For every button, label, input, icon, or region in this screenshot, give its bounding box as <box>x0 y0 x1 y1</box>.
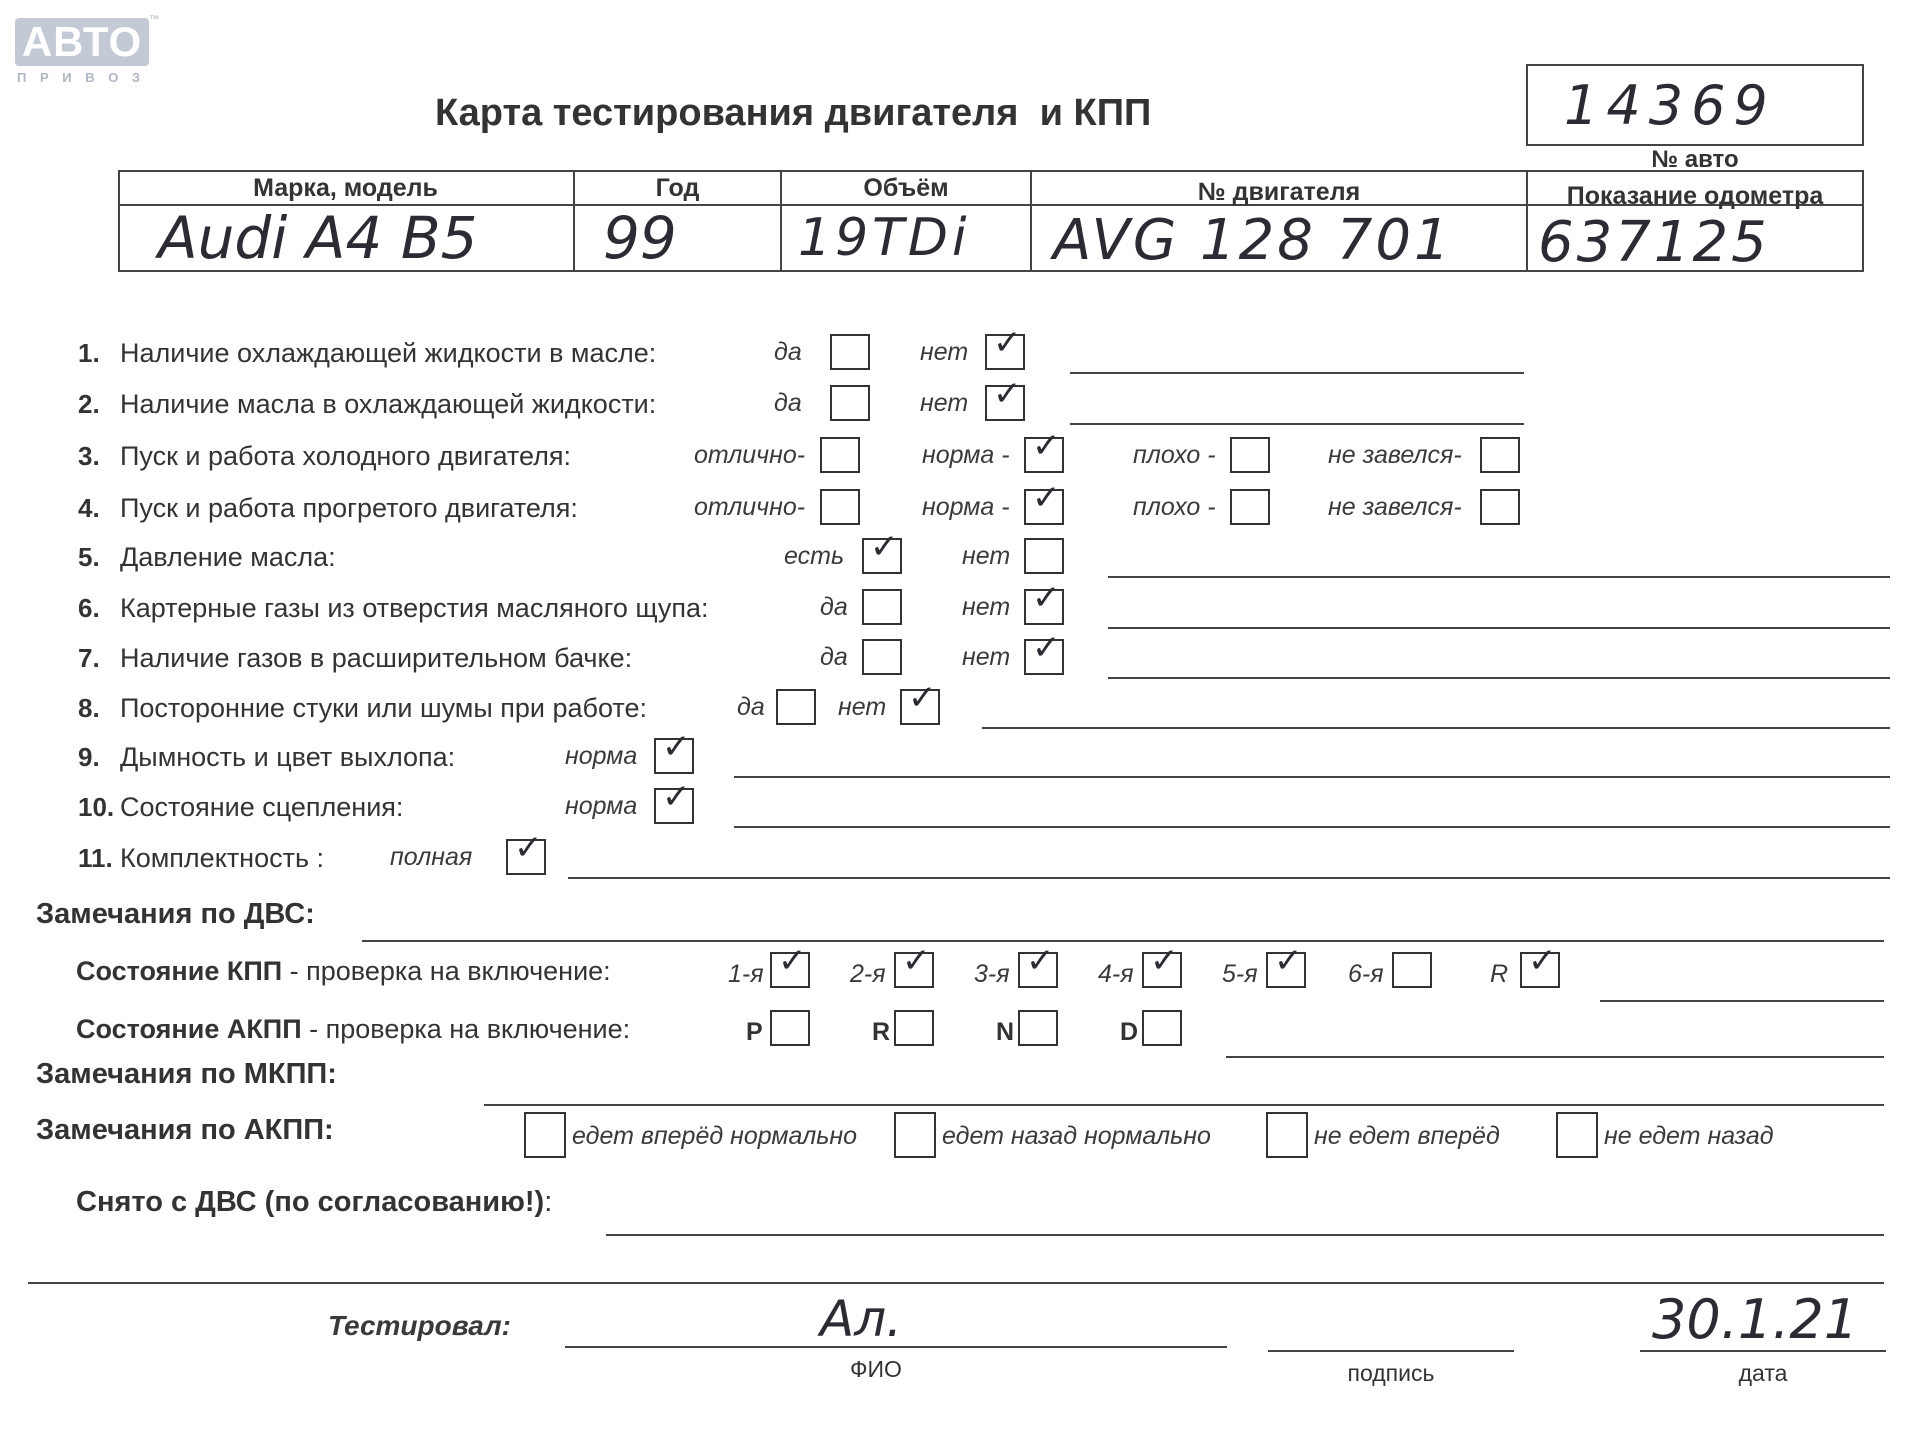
engine-value: AVG 128 701 <box>1053 208 1453 273</box>
option-checkbox[interactable] <box>1024 426 1064 473</box>
akpp-position-label: R <box>872 1018 891 1046</box>
question-number: 5. <box>78 542 100 572</box>
option-label: нет <box>962 643 1011 671</box>
option-checkbox[interactable] <box>830 385 870 421</box>
option-checkbox[interactable] <box>820 489 860 525</box>
auto-number-box <box>1526 64 1864 146</box>
option-label: норма <box>565 742 638 770</box>
check-mark-icon: ✓ <box>870 527 899 567</box>
page-title: Карта тестирования двигателя и КПП <box>435 92 1152 134</box>
header-table <box>118 170 1864 278</box>
question-text: Посторонние стуки или шумы при работе: <box>120 693 647 723</box>
option-checkbox[interactable] <box>1230 489 1270 525</box>
akpp-remark-checkbox[interactable] <box>1556 1112 1598 1158</box>
question-text: Пуск и работа холодного двигателя: <box>120 441 571 471</box>
option-label: да <box>820 643 848 671</box>
gear-label: 3-я <box>974 960 1010 988</box>
option-checkbox[interactable] <box>1024 578 1064 625</box>
akpp-position-checkbox[interactable] <box>1018 1010 1058 1046</box>
question-number: 10. <box>78 792 115 822</box>
brand-value: Audi A4 B5 <box>158 204 478 272</box>
removed-rest: : <box>544 1186 553 1218</box>
option-checkbox[interactable] <box>654 777 694 824</box>
gear-checkbox[interactable] <box>770 941 810 988</box>
auto-number-value: 14369 <box>1564 74 1776 137</box>
auto-number-label: № авто <box>1651 146 1739 173</box>
option-checkbox[interactable] <box>862 639 902 675</box>
remarks-engine-line <box>362 940 1884 942</box>
option-checkbox[interactable] <box>776 689 816 725</box>
question-number: 9. <box>78 742 100 772</box>
option-label: не завелся- <box>1328 441 1462 469</box>
remarks-mkpp-label: Замечания по МКПП: <box>36 1058 337 1090</box>
option-label: плохо - <box>1133 493 1216 521</box>
akpp-remark-label: едет вперёд нормально <box>572 1122 858 1150</box>
akpp-position-checkbox[interactable] <box>1142 1010 1182 1046</box>
gear-label: 1-я <box>728 960 764 988</box>
check-mark-icon: ✓ <box>1274 941 1303 981</box>
signature-line <box>1268 1350 1514 1352</box>
gear-label: 5-я <box>1222 960 1258 988</box>
akpp-label-bold: Состояние АКПП <box>76 1014 302 1044</box>
year-value: 99 <box>603 204 677 272</box>
kpp-label-bold: Состояние КПП <box>76 956 283 986</box>
question-text: Пуск и работа прогретого двигателя: <box>120 493 578 523</box>
akpp-remark-checkbox[interactable] <box>1266 1112 1308 1158</box>
check-mark-icon: ✓ <box>993 323 1022 363</box>
option-checkbox[interactable] <box>1024 538 1064 574</box>
option-label: нет <box>920 389 969 417</box>
option-label: норма - <box>922 441 1010 469</box>
option-checkbox[interactable] <box>506 828 546 875</box>
check-mark-icon: ✓ <box>1032 426 1061 466</box>
remark-line <box>568 877 1890 879</box>
fio-label: ФИО <box>850 1356 902 1382</box>
date-line <box>1640 1350 1886 1352</box>
option-label: нет <box>962 593 1011 621</box>
question-number: 6. <box>78 593 100 623</box>
option-checkbox[interactable] <box>862 589 902 625</box>
option-label: нет <box>920 338 969 366</box>
option-checkbox[interactable] <box>654 727 694 774</box>
option-label: полная <box>390 843 473 871</box>
removed-bold: Снято с ДВС (по согласованию!) <box>76 1186 545 1218</box>
question-text: Давление масла: <box>120 542 336 572</box>
separator-line <box>28 1282 1884 1284</box>
engine-label: № двигателя <box>1197 178 1361 206</box>
gear-label: 2-я <box>850 960 886 988</box>
question-number: 4. <box>78 493 100 523</box>
logo-sub: П Р И В О З <box>17 70 146 85</box>
option-label: нет <box>962 542 1011 570</box>
option-label: норма <box>565 792 638 820</box>
date-label: дата <box>1738 1360 1788 1386</box>
removed-line <box>606 1234 1884 1236</box>
akpp-label-rest: - проверка на включение: <box>301 1014 631 1044</box>
option-label: есть <box>784 542 845 570</box>
date-value: 30.1.21 <box>1652 1288 1859 1351</box>
gear-label: 6-я <box>1348 960 1384 988</box>
check-mark-icon: ✓ <box>778 941 807 981</box>
logo-tm: ™ <box>149 14 159 25</box>
option-label: плохо - <box>1133 441 1216 469</box>
option-checkbox[interactable] <box>985 323 1025 370</box>
odometer-value: 637125 <box>1538 210 1770 275</box>
check-mark-icon: ✓ <box>1032 628 1061 668</box>
kpp-label-rest: - проверка на включение: <box>282 956 611 986</box>
option-checkbox[interactable] <box>985 374 1025 421</box>
question-text: Комплектность : <box>120 843 325 873</box>
option-label: да <box>774 338 802 366</box>
remarks-mkpp-line <box>484 1104 1884 1106</box>
gear-checkbox[interactable] <box>1392 952 1432 988</box>
check-mark-icon: ✓ <box>514 828 543 868</box>
gear-label: 4-я <box>1098 960 1134 988</box>
check-mark-icon: ✓ <box>1528 941 1557 981</box>
tested-label: Тестировал: <box>328 1310 511 1341</box>
option-checkbox[interactable] <box>862 527 902 574</box>
check-mark-icon: ✓ <box>902 941 931 981</box>
question-number: 11. <box>78 843 113 873</box>
question-text: Состояние сцепления: <box>120 792 404 822</box>
question-number: 3. <box>78 441 100 471</box>
check-mark-icon: ✓ <box>662 727 691 767</box>
check-mark-icon: ✓ <box>662 777 691 817</box>
kpp-line <box>1600 1000 1884 1002</box>
option-label: не завелся- <box>1328 493 1462 521</box>
option-label: да <box>774 389 802 417</box>
brand-label: Марка, модель <box>253 174 438 202</box>
check-mark-icon: ✓ <box>993 374 1022 414</box>
signature-label: подпись <box>1347 1360 1435 1386</box>
check-mark-icon: ✓ <box>1032 578 1061 618</box>
volume-label: Объём <box>863 174 949 202</box>
option-label: норма - <box>922 493 1010 521</box>
question-number: 7. <box>78 643 100 673</box>
gear-checkbox[interactable] <box>1266 941 1306 988</box>
option-label: да <box>820 593 848 621</box>
option-label: да <box>737 693 765 721</box>
gear-checkbox[interactable] <box>1142 941 1182 988</box>
gear-label: R <box>1490 960 1509 988</box>
akpp-position-label: P <box>746 1018 763 1046</box>
question-text: Наличие газов в расширительном бачке: <box>120 643 633 673</box>
akpp-remark-label: не едет назад <box>1604 1122 1774 1150</box>
check-mark-icon: ✓ <box>1032 478 1061 518</box>
removed-label <box>76 1186 552 1219</box>
remark-line <box>1070 423 1524 425</box>
remark-line <box>1108 627 1890 629</box>
akpp-label <box>76 1014 630 1045</box>
remark-line <box>1108 677 1890 679</box>
gear-checkbox[interactable] <box>1018 941 1058 988</box>
question-number: 1. <box>78 338 100 368</box>
option-checkbox[interactable] <box>820 437 860 473</box>
akpp-position-label: D <box>1120 1018 1139 1046</box>
option-checkbox[interactable] <box>830 334 870 370</box>
akpp-remark-label: не едет вперёд <box>1314 1122 1500 1150</box>
fio-value: Ал. <box>820 1290 903 1348</box>
option-label: нет <box>838 693 887 721</box>
remark-line <box>982 727 1890 729</box>
question-text: Дымность и цвет выхлопа: <box>120 742 456 772</box>
fio-line <box>565 1346 1227 1348</box>
akpp-remark-checkbox[interactable] <box>524 1112 566 1158</box>
check-mark-icon: ✓ <box>1150 941 1179 981</box>
option-checkbox[interactable] <box>1480 489 1520 525</box>
logo-main: АВТО <box>15 18 149 66</box>
check-mark-icon: ✓ <box>1026 941 1055 981</box>
option-checkbox[interactable] <box>1480 437 1520 473</box>
question-number: 2. <box>78 389 100 419</box>
question-text: Наличие охлаждающей жидкости в масле: <box>120 338 657 368</box>
option-checkbox[interactable] <box>1024 478 1064 525</box>
option-label: отлично- <box>694 493 806 521</box>
remark-line <box>734 776 1890 778</box>
option-checkbox[interactable] <box>1024 628 1064 675</box>
remark-line <box>1070 372 1524 374</box>
akpp-line <box>1226 1056 1884 1058</box>
odometer-label: Показание одометра <box>1566 182 1824 210</box>
volume-value: 19TDi <box>798 208 971 268</box>
remark-line <box>1108 576 1890 578</box>
question-text: Наличие масла в охлаждающей жидкости: <box>120 389 657 419</box>
question-number: 8. <box>78 693 100 723</box>
remarks-engine-label: Замечания по ДВС: <box>36 898 315 930</box>
year-label: Год <box>655 174 700 202</box>
akpp-position-checkbox[interactable] <box>894 1010 934 1046</box>
option-checkbox[interactable] <box>1230 437 1270 473</box>
akpp-remark-checkbox[interactable] <box>894 1112 936 1158</box>
check-mark-icon: ✓ <box>908 678 937 718</box>
question-text: Картерные газы из отверстия масляного щупа: <box>120 593 709 623</box>
akpp-position-label: N <box>996 1018 1015 1046</box>
akpp-position-checkbox[interactable] <box>770 1010 810 1046</box>
remark-line <box>734 826 1890 828</box>
option-checkbox[interactable] <box>900 678 940 725</box>
remarks-akpp-label: Замечания по АКПП: <box>36 1114 334 1146</box>
gear-checkbox[interactable] <box>894 941 934 988</box>
option-label: отлично- <box>694 441 806 469</box>
akpp-remark-label: едет назад нормально <box>942 1122 1211 1150</box>
kpp-label <box>76 956 611 987</box>
gear-checkbox[interactable] <box>1520 941 1560 988</box>
logo <box>15 14 159 88</box>
